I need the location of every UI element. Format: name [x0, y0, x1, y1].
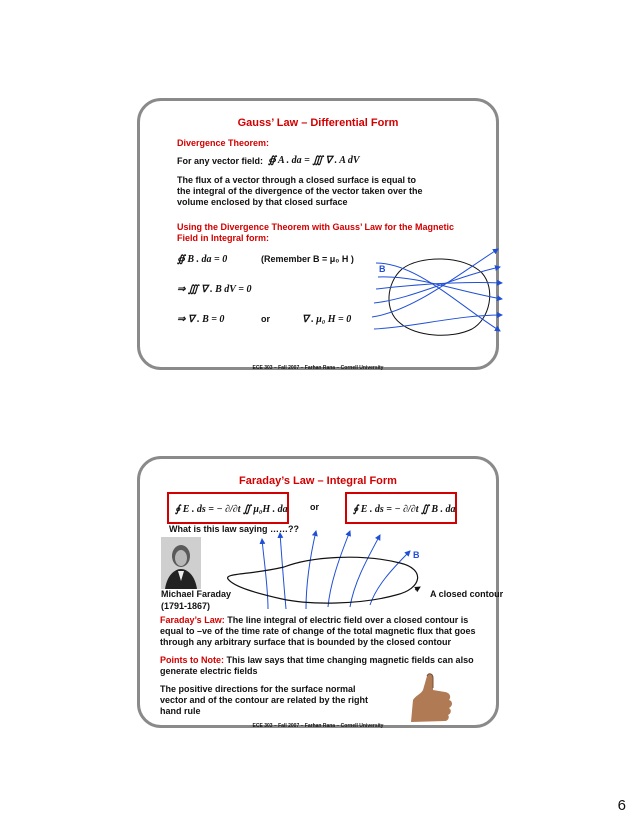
- field-line: [374, 267, 500, 303]
- or-label: or: [310, 502, 319, 512]
- label-any-field: For any vector field:: [177, 156, 264, 166]
- slide-gauss-law: [137, 98, 499, 370]
- equation-divergence: ∯ A . da = ∭ ∇ . A dV: [268, 155, 360, 166]
- field-line: [306, 531, 316, 609]
- field-line: [262, 539, 268, 609]
- slide-footer: ECE 303 – Fall 2007 – Farhan Rana – Cornell University: [252, 723, 384, 729]
- equation-box-right: [345, 492, 457, 524]
- equation-volume: ⇒ ∭ ∇ . B dV = 0: [177, 284, 252, 295]
- equation-gauss-integral: ∯ B . da = 0: [177, 254, 228, 265]
- equation-div-h: ∇ . μ₀ H = 0: [302, 314, 352, 325]
- slide-footer: ECE 303 – Fall 2007 – Farhan Rana – Cornell University: [252, 365, 384, 371]
- b-field-label: B: [413, 550, 420, 560]
- closed-contour: [228, 557, 418, 603]
- faraday-portrait: [161, 537, 201, 589]
- contour-arrow: [415, 587, 420, 590]
- remember-note: (Remember B = μ₀ H ): [261, 254, 354, 264]
- field-line: [374, 315, 502, 329]
- slide-title: Gauss’ Law – Differential Form: [237, 117, 399, 129]
- points-label: Points to Note:: [160, 655, 224, 665]
- question-text: What is this law saying ……??: [169, 524, 300, 534]
- section-heading: Divergence Theorem:: [177, 138, 270, 148]
- contour-diagram: [210, 527, 430, 609]
- portrait-years: (1791-1867): [161, 601, 211, 611]
- equation-box-left: [167, 492, 289, 524]
- slide-title: Faraday’s Law – Integral Form: [239, 475, 397, 487]
- slide-faraday-law: [137, 456, 504, 729]
- equation-div-b: ⇒ ∇ . B = 0: [177, 314, 225, 325]
- closed-contour-label: A closed contour: [430, 589, 504, 599]
- using-heading: Using the Divergence Theorem with Gauss’ Law for the Magnetic Field in Integral form:: [177, 222, 455, 243]
- field-line: [280, 533, 286, 609]
- equation-faraday-b: ∮ E . ds = − ∂/∂t ∬ B . da: [353, 504, 456, 515]
- points-text: This law says that time changing magnetic fields can also generate electric fields: [160, 655, 474, 676]
- flux-paragraph: The flux of a vector through a closed surface is equal to the integral of the divergence of the vector taken over the volume enclosed by that closed surface: [177, 175, 423, 207]
- faraday-law-paragraph: [160, 615, 490, 648]
- positive-direction-text: The positive directions for the surface normal vector and of the contour are related by the right hand rule: [160, 684, 369, 716]
- field-diagram: [372, 241, 502, 351]
- faraday-law-text: The line integral of electric field over a closed contour is equal to –ve of the time rate of change of the total magnetic flux that goes through any arbitrary surface that is bounded by the closed contour: [160, 615, 476, 647]
- equation-faraday-mu-h: ∮ E . ds = − ∂/∂t ∬ μ₀H . da: [175, 504, 288, 515]
- field-line: [350, 535, 380, 607]
- faraday-law-label: Faraday’s Law:: [160, 615, 225, 625]
- b-field-label: B: [379, 264, 386, 274]
- thumbs-up-image: [403, 670, 457, 722]
- field-line: [328, 531, 350, 607]
- page-number: 6: [617, 797, 626, 814]
- portrait-name: Michael Faraday: [161, 589, 232, 599]
- or-label: or: [261, 314, 270, 324]
